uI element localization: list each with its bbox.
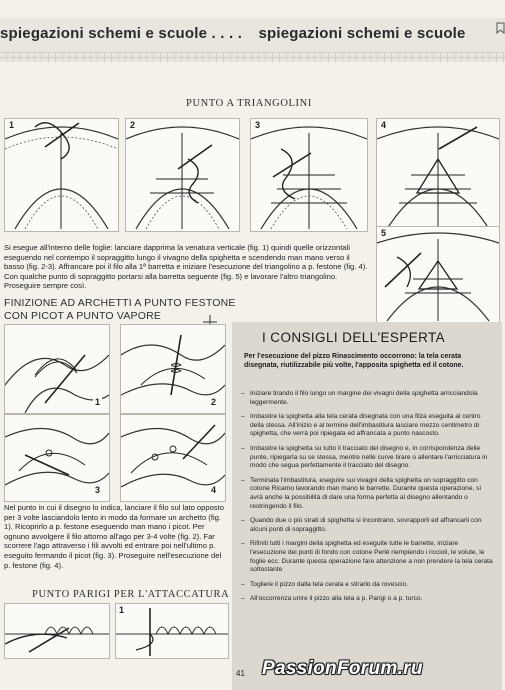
page-number: 41 (236, 669, 245, 678)
figure-number: 4 (381, 120, 387, 130)
figure-archetti-2 (120, 324, 226, 414)
figure-triangolini-5-drawing (377, 227, 499, 323)
expert-tips-title: I CONSIGLI DELL'ESPERTA (262, 330, 446, 345)
figure-number: 5 (381, 228, 387, 238)
list-item: – Terminata l'imbastitura, eseguire sui vivagni della spighetta un sopraggitto con cotone Ricamo lavorando man mano le barrette. Durante questa operazione, si avrà anche la possibilità di dare una forma perfetta al disegno allentando o restringendo il filo. (241, 477, 493, 511)
header-title-left: spiegazioni schemi e scuole . . . . (0, 25, 243, 42)
figure-parigi-a (4, 603, 110, 659)
figure-number: 2 (211, 397, 217, 407)
section-title-parigi: PUNTO PARIGI PER L'ATTACCATURA (32, 589, 230, 600)
figure-number: 1 (9, 120, 15, 130)
list-item: – Togliere il pizzo dalla tela cerata e stirarlo da rovescio. (241, 581, 493, 590)
expert-tips-list (241, 390, 493, 610)
watermark-logo: PassionForum.ru (262, 658, 423, 679)
figure-number: 3 (95, 485, 101, 495)
figure-number: 3 (255, 120, 261, 130)
expert-tips-intro: Per l'esecuzione del pizzo Rinascimento occorrono: la tela cerata disegnata, riutilizzabile più volte, l'apposita spighetta ed il cotone. (244, 353, 464, 369)
figure-number: 1 (119, 605, 125, 615)
list-item: – Imbastire la spighetta su tutto il tracciato del disegno e, in corrispondenza delle punte, ripiegarla su se stessa, mentre nelle curve tirare o allentare l'arricciatura in modo che segua perfettamente il tracciato del disegno. (241, 445, 493, 471)
header-band (0, 18, 505, 62)
figure-archetti-3 (4, 414, 110, 502)
list-item: – Imbastire la spighetta alla tela cerata disegnata con una filza eseguita al centro della stessa. All'inizio e al termine dell'imbastitura lasciare mezzo centimetro di spighetta, che verrà poi ripiegata ed affrancata a punto nascosto. (241, 413, 493, 439)
list-item: – All'occorrenza unire il pizzo alla tela a p. Parigi o a p. turco. (241, 595, 493, 604)
list-item: – Iniziare tirando il filo lungo un margine dei vivagni della spighetta arricciandola leggermente. (241, 390, 493, 407)
figure-archetti-1 (4, 324, 110, 414)
figure-triangolini-3-drawing (251, 119, 367, 231)
figure-triangolini-4-drawing (377, 119, 499, 231)
expert-tips-box (232, 322, 502, 690)
section-title-archetti (4, 297, 236, 323)
section-title-archetti-line2: CON PICOT A PUNTO VAPORE (4, 310, 162, 322)
figure-parigi-a-drawing (5, 604, 109, 658)
figure-number: 1 (95, 397, 101, 407)
figure-triangolini-5 (376, 226, 500, 324)
section1-instructions: Si esegue all'interno delle foglie: lanciare dapprima la venatura verticale (fig. 1) quindi quelle orizzontali eseguendo nel contempo il sopraggitto lungo il vivagno della spighetta e scendendo man mano verso il basso (fig. 2-3). Affrancare poi il filo alla 1ª barretta e iniziare l'esecuzione del triangolino a p. festone (fig. 4). Con qualche punto di sopraggitto portarsi alla barretta seguente (fig. 5) e lavorare l'altro triangolino. Proseguire sempre così. (4, 243, 368, 291)
figure-triangolini-1 (4, 118, 119, 232)
section-title-archetti-line1: FINIZIONE AD ARCHETTI A PUNTO FESTONE (4, 297, 236, 309)
figure-triangolini-3 (250, 118, 368, 232)
figure-parigi-1-drawing (116, 604, 228, 658)
figure-parigi-1 (115, 603, 229, 659)
bookmark-corner-icon (496, 22, 505, 34)
header-title-right: spiegazioni schemi e scuole (258, 25, 466, 42)
figure-triangolini-1-drawing (5, 119, 118, 231)
figure-number: 4 (211, 485, 217, 495)
figure-triangolini-2-drawing (126, 119, 239, 231)
list-item: – Quando due o più strati di spighetta si incontrano, sovrapporli ed affrancarli con alcuni punti di sopraggitto. (241, 517, 493, 534)
section2-instructions: Nel punto in cui il disegno lo indica, lanciare il filo sul lato opposto per 3 volte lasciandolo lento in modo da formare un archetto (fig. 1). Ricoprirlo a p. festone eseguendo man mano i picot. Per ognuno avvolgere il filo attorno all'ago per 3-4 volte (fig. 2). Far scorrere l'ago attraverso i fili avvolti ed entrare poi nell'ultimo p. eseguito fermando il picot (fig. 3). Proseguire nell'esecuzione del p. festone (fig. 4). (4, 503, 224, 570)
header-title (0, 25, 500, 42)
section-title-triangolini: PUNTO A TRIANGOLINI (186, 98, 312, 109)
figure-archetti-4 (120, 414, 226, 502)
figure-triangolini-2 (125, 118, 240, 232)
figure-number: 2 (130, 120, 136, 130)
header-hatch-pattern (0, 52, 505, 62)
list-item: – Rifiniti tutti i margini della spighetta ed eseguite tutte le barrette, iniziare l'esecuzione dei punti di fondo con cotone Perlé riempiendo i riccioli, le volute, le foglie ecc. Durante questa operazione fare attenzione a non prendere la tela cerata sottostante (241, 540, 493, 574)
figure-triangolini-4 (376, 118, 500, 232)
